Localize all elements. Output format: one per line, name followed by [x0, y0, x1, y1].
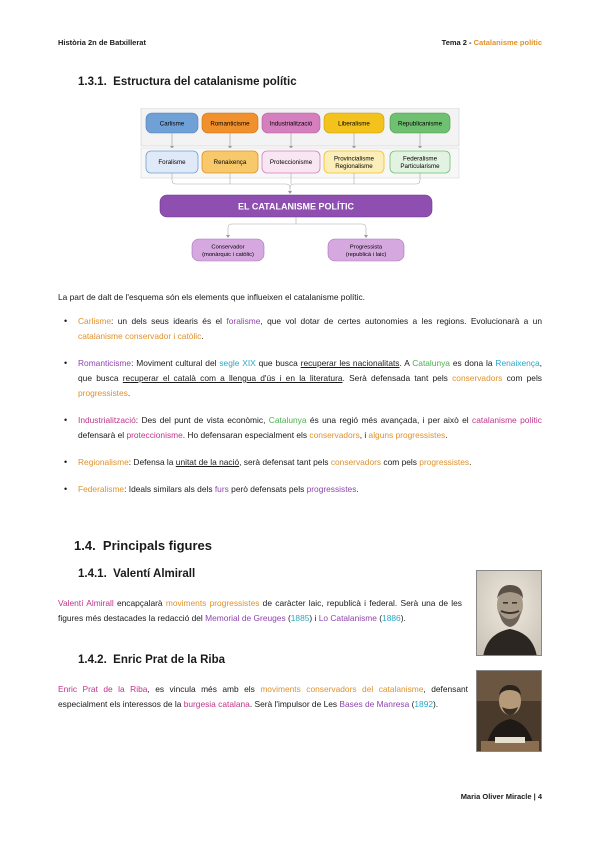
list-item-regionalisme: • Regionalisme: Defensa la unitat de la nació, serà defensat tant pels conservadors com pels progressistes. — [64, 455, 542, 470]
prat-portrait-image — [476, 670, 542, 752]
list-item-federalisme: • Federalisme: Ideals similars als dels furs però defensats pels progressistes. — [64, 482, 542, 497]
term-regionalisme: Regionalisme — [78, 457, 129, 467]
term-unitat-nacio: unitat de la nació — [175, 457, 240, 467]
term-conservadors: conservadors — [309, 430, 360, 440]
term-industrialitzacio: Industrialització — [78, 415, 136, 425]
year-1885: 1885 — [290, 613, 310, 623]
prat-paragraph: Enric Prat de la Riba, es vincula més amb els moviments conservadors del catalanisme, defensant especialment els interessos de la burgesia catalana. Serà l'impulsor de Les Bases de Manresa (1892). — [58, 684, 468, 709]
section-title: Valentí Almirall — [113, 568, 196, 580]
term-lo-catalanisme: Lo Catalanisme — [318, 613, 377, 623]
section-heading-1-4-1 — [78, 568, 195, 580]
diagram-label-conservador-detail: (monàrquic i catòlic) — [202, 252, 254, 258]
section-number: 1.4.2. — [78, 654, 107, 666]
header-topic — [442, 38, 542, 47]
intro-paragraph: La part de dalt de l'esquema són els elements que influeixen el catalanisme polític. — [58, 292, 366, 302]
page-footer: Maria Oliver Miracle | 4 — [460, 792, 542, 801]
person-almirall: Valentí Almirall — [58, 598, 114, 608]
term-foralisme: foralisme — [226, 316, 261, 326]
term-proteccionisme: proteccionisme — [126, 430, 183, 440]
term-bases-manresa: Bases de Manresa — [339, 699, 410, 709]
term-moviments-progressistes: moviments progressistes — [165, 598, 260, 608]
term-progressistes: progressistes — [306, 484, 357, 494]
section-number: 1.3.1. — [78, 76, 107, 88]
almirall-portrait-image — [476, 570, 542, 656]
diagram-label-republicanisme: Republicanisme — [397, 120, 443, 128]
term-recuperar-catala: recuperar el català com a llengua d'ús i en la literatura — [122, 373, 343, 383]
term-conservadors: conservadors — [330, 457, 382, 467]
diagram-label-industrialitzacio: Industrialització — [269, 120, 313, 128]
list-item-romanticisme: • Romanticisme: Moviment cultural del segle XIX que busca recuperar les nacionalitats. A Catalunya es dona la Renaixença, que busca recuperar el català com a llengua d'ús i en la literatura. Serà defensada tant pels conservadors com pels progressistes. — [64, 356, 542, 401]
term-conservadors: conservadors — [452, 373, 503, 383]
year-1886: 1886 — [382, 613, 401, 623]
term-catalanisme-politic: catalanisme polític — [472, 415, 542, 425]
term-alguns-progressistes: alguns progressistes — [368, 430, 446, 440]
section-title: Enric Prat de la Riba — [113, 654, 226, 666]
portrait-icon — [477, 671, 542, 752]
list-item-carlisme: • Carlisme: un dels seus idearis és el foralisme, que vol dotar de certes autonomies a les regions. Evolucionarà a un catalanisme conservador i catòlic. — [64, 314, 542, 344]
section-heading-1-3-1 — [78, 76, 297, 88]
diagram-label-regionalisme: Regionalisme — [335, 163, 373, 170]
diagram-label-romanticisme: Romanticisme — [210, 120, 250, 128]
influences-list — [64, 314, 542, 509]
diagram-label-carlisme: Carlisme — [159, 120, 185, 128]
term-burgesia-catalana: burgesia catalana — [183, 699, 250, 709]
term-moviments-conservadors: moviments conservadors del catalanisme — [260, 684, 424, 694]
header-topic-accent: Catalanisme polític — [473, 38, 542, 47]
term-catalanisme-conservador: catalanisme conservador i catòlic — [78, 331, 202, 341]
term-progressistes: progressistes — [419, 457, 470, 467]
term-romanticisme: Romanticisme — [78, 358, 132, 368]
person-prat-de-la-riba: Enric Prat de la Riba — [58, 684, 148, 694]
term-federalisme: Federalisme — [78, 484, 125, 494]
term-catalunya: Catalunya — [268, 415, 307, 425]
diagram-label-conservador: Conservador — [211, 244, 245, 251]
diagram-label-progressista-detail: (republicà i laic) — [345, 252, 387, 258]
diagram-label-renaixenca: Renaixença — [213, 159, 247, 166]
term-carlisme: Carlisme — [78, 316, 112, 326]
term-renaixenca: Renaixença — [495, 358, 540, 368]
diagram-main-label: EL CATALANISME POLÍTIC — [238, 201, 354, 212]
diagram-label-foralisme: Foralisme — [158, 159, 186, 166]
section-title: Principals figures — [102, 538, 213, 553]
term-recuperar-nacionalitats: recuperar les nacionalitats — [300, 358, 400, 368]
term-furs: furs — [214, 484, 229, 494]
term-memorial-greuges: Memorial de Greuges — [205, 613, 286, 623]
section-number: 1.4.1. — [78, 568, 107, 580]
diagram-label-federalisme: Federalisme — [402, 155, 438, 163]
section-heading-1-4-2 — [78, 654, 225, 666]
year-1892: 1892 — [414, 699, 434, 709]
diagram-label-liberalisme: Liberalisme — [338, 120, 370, 128]
section-number: 1.4. — [74, 538, 96, 553]
diagram-label-progressista: Progressista — [349, 244, 383, 251]
section-title: Estructura del catalanisme polític — [113, 76, 297, 88]
header-subject: Història 2n de Batxillerat — [58, 38, 146, 47]
term-progressistes: progressistes — [78, 388, 128, 398]
diagram-label-particularisme: Particularisme — [400, 163, 440, 170]
portrait-icon — [477, 571, 542, 656]
term-catalunya: Catalunya — [412, 358, 450, 368]
section-heading-1-4 — [74, 538, 212, 553]
list-item-industrialitzacio: • Industrialització: Des del punt de vista econòmic, Catalunya és una regió més avançada, i per això el catalanisme polític defensarà el proteccionisme. Ho defensaran especialment els conservadors, i alguns progressistes. — [64, 413, 542, 443]
diagram-label-proteccionisme: Proteccionisme — [269, 159, 313, 166]
catalanism-structure-diagram — [140, 108, 460, 268]
almirall-paragraph: Valentí Almirall encapçalarà moviments progressistes de caràcter laic, republicà i federal. Serà una de les figures més destacades la redacció del Memorial de Greuges (1885) i Lo Catalanisme (1886). — [58, 598, 462, 623]
header-topic-prefix: Tema 2 - — [441, 38, 474, 47]
diagram-label-provincialisme: Provincialisme — [334, 155, 374, 163]
term-segle-xix: segle XIX — [219, 358, 256, 368]
